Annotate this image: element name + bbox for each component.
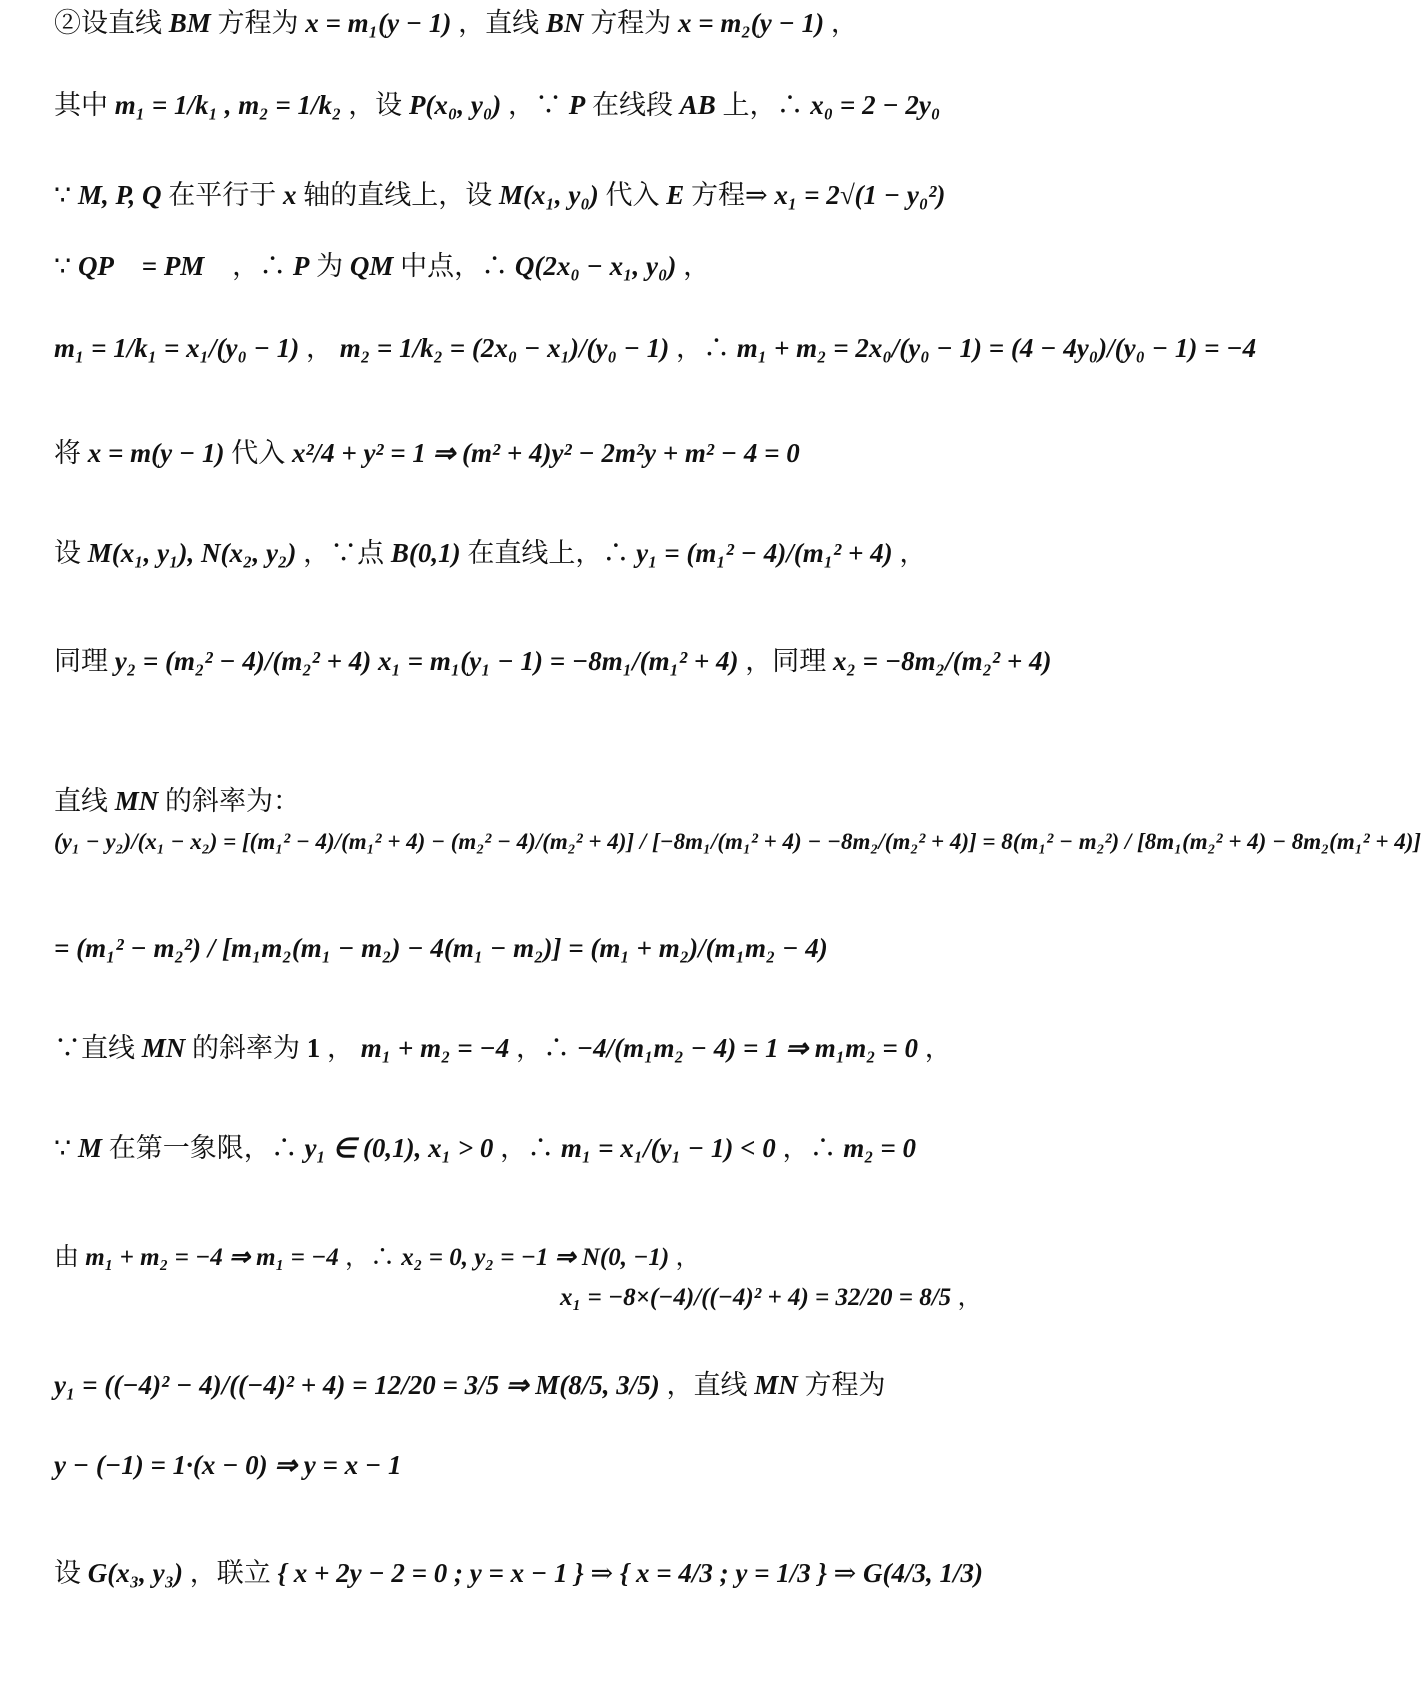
line-2 (54, 92, 940, 119)
text: ，直线 (666, 1370, 748, 1400)
text: ， (957, 1284, 983, 1311)
math: M(x₁, y₁), N(x₂, y₂) (87, 538, 297, 568)
math: m₁ + m₂ = −4 (360, 1033, 510, 1063)
line-11 (54, 1035, 952, 1062)
math: = (m₁² − m₂²) / [m₁m₂(m₁ − m₂) − 4(m₁ − m₂)] = (m₁ + m₂)/(m₁m₂ − 4) (54, 933, 828, 963)
math: P (292, 251, 310, 281)
text: ， (675, 1244, 701, 1271)
math: x₂ = 0, y₂ = −1 ⇒ N(0, −1) (401, 1244, 670, 1271)
math: 1 (306, 1033, 321, 1063)
math: BN (545, 8, 584, 38)
text: ， (830, 8, 858, 38)
line-9-formula (54, 830, 1421, 853)
text: 在直线上，∴ (467, 538, 630, 568)
math: P(x₀, y₀) (408, 90, 502, 120)
text: ，设 (348, 90, 403, 120)
text: ， (327, 1033, 355, 1063)
text: 方程为 (590, 8, 672, 38)
text: ②设直线 (54, 8, 162, 38)
math: MN (754, 1370, 798, 1400)
text: 上，∴ (722, 90, 804, 120)
text: ，∴ (232, 251, 287, 281)
line-9 (54, 788, 300, 815)
math: −4/(m₁m₂ − 4) = 1 ⇒ m₁m₂ = 0 (576, 1033, 918, 1063)
math: y₁ = ((−4)² − 4)/((−4)² + 4) = 12/20 = 3/5 ⇒ M(8/5, 3/5) (54, 1370, 660, 1400)
math: x = m(y − 1) (87, 438, 225, 468)
math: AB (679, 90, 716, 120)
math: MN (114, 786, 159, 816)
text: ，∵点 (303, 538, 385, 568)
text: ，∴ (515, 1033, 570, 1063)
text: 其中 (54, 90, 108, 120)
line-3 (54, 182, 945, 209)
text: ，直线 (458, 8, 540, 38)
text: ∵ (54, 251, 72, 281)
line-16 (54, 1560, 983, 1587)
text: ，同理 (745, 646, 827, 676)
math: BM (168, 8, 211, 38)
math: MN (141, 1033, 186, 1063)
math: x₁ = 2√(1 − y₀²) (774, 180, 946, 210)
text: ， (899, 538, 927, 568)
text: ，∴ (500, 1133, 555, 1163)
math: M, P, Q (77, 180, 162, 210)
text: 代入 (605, 180, 660, 210)
line-6 (54, 440, 800, 467)
text: ，∴ (782, 1133, 837, 1163)
math: P (568, 90, 586, 120)
text: 同理 (54, 646, 108, 676)
text: 设 (54, 1558, 81, 1588)
math: { x + 2y − 2 = 0 ; y = x − 1 } (277, 1558, 584, 1588)
text: ，∵ (507, 90, 562, 120)
math: M (77, 1133, 102, 1163)
math: E (666, 180, 685, 210)
text: ⇒ (833, 1558, 857, 1588)
text: 在线段 (591, 90, 673, 120)
math: QM (349, 251, 394, 281)
line-1 (54, 10, 858, 37)
math: m₁ + m₂ = 2x₀/(y₀ − 1) = (4 − 4y₀)/(y₀ − 1) = −4 (736, 333, 1257, 363)
text: ，∴ (676, 333, 731, 363)
text: ∵ (54, 1133, 72, 1163)
math: x²/4 + y² = 1 ⇒ (m² + 4)y² − 2m²y + m² − 4 = 0 (291, 438, 800, 468)
text: 方程为 (217, 8, 299, 38)
math: { x = 4/3 ; y = 1/3 } (619, 1558, 827, 1588)
line-4 (54, 253, 710, 280)
math: y − (−1) = 1·(x − 0) ⇒ y = x − 1 (54, 1450, 402, 1480)
math: x = m₁(y − 1) (305, 8, 452, 38)
text: 直线 (54, 786, 108, 816)
math: x (282, 180, 297, 210)
text: 在平行于 (168, 180, 277, 210)
line-13 (54, 1245, 700, 1270)
text: ，联立 (189, 1558, 271, 1588)
text: 方程⇒ (691, 180, 768, 210)
math: x₁ = −8×(−4)/((−4)² + 4) = 32/20 = 8/5 (560, 1284, 952, 1311)
text: 中点，∴ (400, 251, 509, 281)
line-15 (54, 1452, 402, 1479)
math: y₂ = (m₂² − 4)/(m₂² + 4) (114, 646, 372, 676)
math: m₂ = 0 (843, 1133, 917, 1163)
text: ， (924, 1033, 952, 1063)
text: ∵ (54, 180, 72, 210)
text: ， (306, 333, 334, 363)
math: m₁ + m₂ = −4 ⇒ m₁ = −4 (85, 1244, 339, 1271)
math: y₁ ∈ (0,1), x₁ > 0 (304, 1133, 494, 1163)
text: 将 (54, 438, 81, 468)
text: 为 (316, 251, 344, 281)
line-8 (54, 648, 1051, 675)
line-12 (54, 1135, 916, 1162)
math: B(0,1) (390, 538, 461, 568)
line-14 (54, 1372, 886, 1399)
math: x₀ = 2 − 2y₀ (810, 90, 941, 120)
math: G(x₃, y₃) (87, 1558, 184, 1588)
text: ⇒ (590, 1558, 614, 1588)
math: m₁ = x₁/(y₁ − 1) < 0 (560, 1133, 776, 1163)
math: m₂ = 1/k₂ = (2x₀ − x₁)/(y₀ − 1) (339, 333, 670, 363)
math: Q(2x₀ − x₁, y₀) (514, 251, 677, 281)
text: 的斜率为 (192, 1033, 301, 1063)
line-13-formula (560, 1285, 982, 1310)
text: ∵直线 (54, 1033, 135, 1063)
line-10 (54, 935, 828, 962)
text: 设 (54, 538, 81, 568)
line-5 (54, 335, 1256, 362)
text: 方程为 (804, 1370, 886, 1400)
text: 在第一象限，∴ (108, 1133, 298, 1163)
text: 代入 (231, 438, 286, 468)
math: G(4/3, 1/3) (863, 1558, 983, 1588)
math: x₁ = m₁(y₁ − 1) = −8m₁/(m₁² + 4) (378, 646, 739, 676)
text: ， (683, 251, 711, 281)
math: y₁ = (m₁² − 4)/(m₁² + 4) (636, 538, 893, 568)
text: 的斜率为： (165, 786, 301, 816)
text: 轴的直线上，设 (303, 180, 493, 210)
text: 由 (54, 1244, 80, 1271)
math: x₂ = −8m₂/(m₂² + 4) (833, 646, 1052, 676)
math: m₁ = 1/k₁ , m₂ = 1/k₂ (114, 90, 342, 120)
math: (y₁ − y₂)/(x₁ − x₂) = [(m₁² − 4)/(m₁² + 4) − (m₂² − 4)/(m₂² + 4)] / [−8m₁/(m₁² + 4) − −8m₂/(m₂² + 4)] = 8(m₁² − m₂²) / [8m₁(m₂² + 4) − 8m₂(m₁² + 4)] (54, 829, 1421, 854)
line-7 (54, 540, 926, 567)
text: ，∴ (344, 1244, 395, 1271)
math: QP⃗ = PM⃗ (77, 251, 226, 281)
math: x = m₂(y − 1) (677, 8, 825, 38)
math: m₁ = 1/k₁ = x₁/(y₀ − 1) (54, 333, 300, 363)
math: M(x₁, y₀) (498, 180, 599, 210)
